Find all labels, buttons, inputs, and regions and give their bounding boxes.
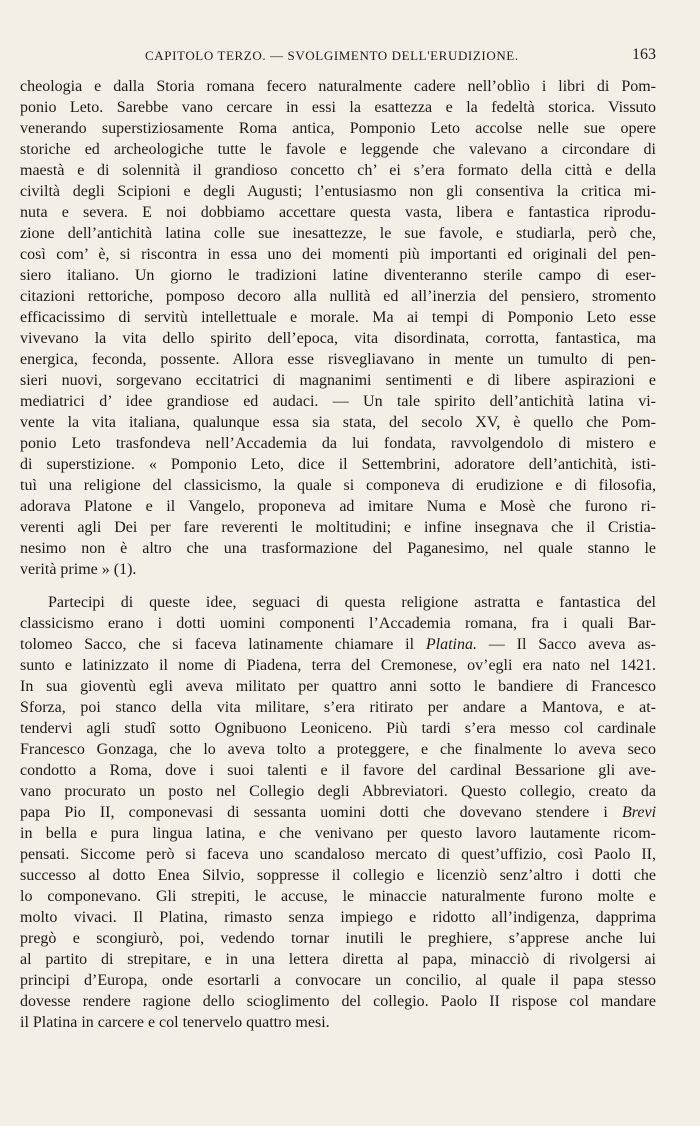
text-line: Sforza, poi stanco della vita militare, s’era ritirato per andare a Mantova, e at- xyxy=(20,699,656,716)
text-line xyxy=(20,634,656,655)
text-line: il Platina in carcere e col tenervelo quattro mesi. xyxy=(20,1014,330,1031)
italic-brevi: Brevi xyxy=(621,804,657,821)
text-line: zione dell’antichità latina colle sue inesattezze, le sue favole, e studiarla, però che, xyxy=(20,225,656,242)
text-line: nesimo non è altro che una trasformazione del Paganesimo, nel quale stanno le xyxy=(20,540,656,557)
text-line: Francesco Gonzaga, che lo aveva tolto a proteggere, e che finalmente lo aveva seco xyxy=(20,741,656,758)
text-line: venerando superstiziosamente Roma antica, Pomponio Leto accolse nelle sue opere xyxy=(20,120,656,137)
text-line: In sua gioventù egli aveva militato per quattro anni sotto le bandiere di Francesco xyxy=(20,678,656,695)
text-line: citazioni rettoriche, pomposo decoro alla nullità ed all’inerzia del pensiero, stromento xyxy=(20,288,656,305)
text-line: lo componevano. Gli strepiti, le accuse, le minaccie naturalmente furono molte e xyxy=(20,888,656,905)
text-line: vivevano la vita dello spirito dell’epoca, vita disordinata, corrotta, fantastica, ma xyxy=(20,330,656,347)
text-segment: papa Pio II, componevasi di sessanta uomini dotti che dovevano stendere i xyxy=(20,804,608,821)
text-line: sieri nuovi, sorgevano eccitatrici di magnanimi sentimenti e di libere aspirazioni e xyxy=(20,372,656,389)
text-segment: tolomeo Sacco, che si faceva latinamente chiamare il xyxy=(20,636,415,653)
text-line: verenti agli Dei per fare reverenti le moltitudini; e infine insegnava che il Cristia- xyxy=(20,519,656,536)
text-line: maestà e di solennità il grandioso concetto ch’ ei s’era formato della città e della xyxy=(20,162,656,179)
text-line xyxy=(20,802,656,823)
text-line: storiche ed archeologiche tutte le favole e leggende che valevano a circondare di xyxy=(20,141,656,158)
text-line: energica, feconda, possente. Allora esse risvegliavano in mente un tumulto di pen- xyxy=(20,351,656,368)
text-line: pregò e scongiurò, poi, vedendo tornar inutili le preghiere, s’apprese anche lui xyxy=(20,930,656,947)
text-segment: — Il Sacco aveva as- xyxy=(477,636,656,653)
text-line: nuta e severa. E noi dobbiamo accettare questa vasta, libera e fantastica riprodu- xyxy=(20,204,656,221)
text-line: molto vivaci. Il Platina, rimasto senza impiego e ridotto all’indigenza, dapprima xyxy=(20,909,656,926)
text-line: vente la vita italiana, qualunque essa sia stata, del secolo XV, è quello che Pom- xyxy=(20,414,656,431)
text-line: tuì una religione del classicismo, la quale si componeva di erudizione e di filosofia, xyxy=(20,477,656,494)
text-line: mediatrici d’ idee grandiose ed audaci. — Un tale spirito dell’antichità latina vi- xyxy=(20,393,656,410)
text-line: tendervi agli studî sotto Ognibuono Leoniceno. Più tardi s’era messo col cardinale xyxy=(20,720,656,737)
running-title: CAPITOLO TERZO. — SVOLGIMENTO DELL'ERUDIZIONE. xyxy=(145,48,519,63)
text-line: di superstizione. « Pomponio Leto, dice il Settembrini, adoratore dell’antichità, isti- xyxy=(20,456,656,473)
text-line: sunto e latinizzato il nome di Piadena, terra del Cremonese, ov’egli era nato nel 1421. xyxy=(20,657,656,674)
text-line: siero italiano. Un giorno le tradizioni latine diventeranno sterile campo di eser- xyxy=(20,267,656,284)
text-line: cheologia e dalla Storia romana fecero naturalmente cadere nell’oblìo i libri di Pom- xyxy=(20,78,656,95)
text-line: successo al dotto Enea Silvio, soppresse il collegio e licenziò senz’altro i dotti che xyxy=(20,867,656,884)
text-line: al partito di strepitare, e in una lettera diretta al papa, minacciò di rivolgersi ai xyxy=(20,951,656,968)
text-line: Partecipi di queste idee, seguaci di questa religione astratta e fantastica del xyxy=(48,594,656,611)
text-line: ponio Leto trasfondeva nell’Accademia da lui fondata, ravvolgendolo di mistero e xyxy=(20,435,656,452)
page-number: 163 xyxy=(632,46,656,63)
text-line: pensati. Siccome però si faceva uno scandaloso mercato di quest’uffizio, così Paolo II, xyxy=(20,846,656,863)
text-line: efficacissimo di servitù intellettuale e morale. Ma ai tempi di Pomponio Leto esse xyxy=(20,309,656,326)
text-line: adorava Platone e il Vangelo, proponeva ad imitare Numa e Mosè che furono ri- xyxy=(20,498,656,515)
text-line: condotto a Roma, dove i suoi talenti e il favore del cardinal Bessarione gli ave- xyxy=(20,762,656,779)
running-head xyxy=(20,46,656,66)
text-line: dovesse rendere ragione dello scioglimento del collegio. Paolo II rispose col mandare xyxy=(20,993,656,1010)
text-line: principi d’Europa, onde esortarli a convocare un concilio, al quale il papa stesso xyxy=(20,972,656,989)
italic-platina: Platina. xyxy=(425,636,477,653)
text-line: ponio Leto. Sarebbe vano cercare in essi la esattezza e la fedeltà storica. Vissuto xyxy=(20,99,656,116)
text-line: in bella e pura lingua latina, e che venivano per questo lavoro lautamente ricom- xyxy=(20,825,656,842)
text-line: vano procurato un posto nel Collegio degli Abbreviatori. Questo collegio, creato da xyxy=(20,783,656,800)
text-line: classicismo erano i dotti uomini componenti l’Accademia romana, fra i quali Bar- xyxy=(20,615,656,632)
text-line: così com’ è, si riscontra in essa uno dei momenti più importanti ed originali del pen- xyxy=(20,246,656,263)
text-line: civiltà degli Scipioni e degli Augusti; l’entusiasmo non gli consentiva la critica mi- xyxy=(20,183,656,200)
text-line: verità prime » (1). xyxy=(20,561,137,578)
